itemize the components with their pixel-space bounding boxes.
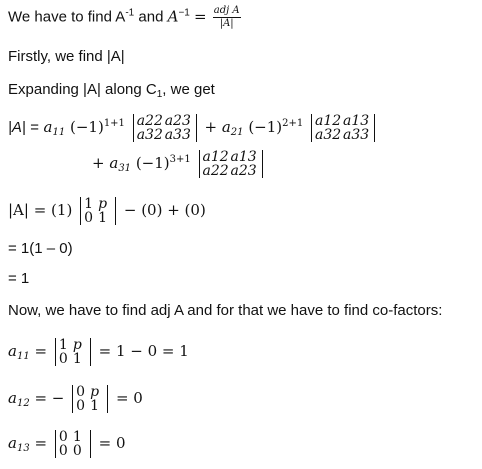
cofactor-sub: 12: [16, 398, 30, 409]
intro-lhs-sup: −1: [178, 7, 190, 19]
det2-cell: a12: [315, 113, 342, 129]
fraction-numerator: adj A: [213, 5, 240, 16]
eval-det-cell: 1: [84, 196, 93, 212]
intro-text: We have to find A: [8, 8, 126, 26]
cofactor-intro: Now, we have to find adj A and for that we have to find co-factors:: [8, 302, 443, 319]
cofactor-sub: 13: [16, 443, 30, 454]
intro-inverse-sup: -1: [125, 7, 135, 19]
det2-cell: a32: [315, 127, 342, 143]
cofactor-determinant: [72, 385, 108, 413]
term1-sub: 11: [52, 127, 66, 138]
cof-det-cell: 0: [58, 443, 68, 459]
intro-line: [8, 6, 243, 29]
fraction-denominator: |A|: [219, 18, 234, 29]
sign1-sup: 1+1: [103, 118, 125, 129]
eval-det-cell: 0: [84, 210, 93, 226]
sign1: (−1): [69, 118, 104, 136]
sign3: (−1): [135, 154, 170, 172]
cofactor-sub: 11: [16, 351, 30, 362]
expansion-line-2: [92, 150, 266, 178]
det1-cell: a22: [136, 113, 163, 129]
cof-det-cell: 0: [58, 429, 68, 445]
cofactor-determinant: [55, 338, 91, 366]
cof-det-cell: 1: [72, 351, 82, 367]
cof-det-cell: p: [72, 337, 82, 353]
det3-cell: a23: [230, 163, 257, 179]
eval-det-cell: p: [98, 196, 108, 212]
cof-det-cell: 0: [76, 398, 86, 414]
det1-cell: a32: [136, 127, 163, 143]
intro-and: and: [138, 8, 164, 26]
cofactor-result: = 0: [98, 434, 126, 452]
cof-det-cell: p: [90, 384, 100, 400]
det1-cell: a33: [164, 127, 191, 143]
cof-det-cell: 0: [58, 351, 68, 367]
evaluation-determinant: [80, 197, 116, 225]
cofactor-a13: [8, 430, 126, 458]
term3-a: a: [109, 154, 119, 172]
cofactor-eq: =: [34, 434, 48, 452]
det2-cell: a33: [343, 127, 370, 143]
term3-sub: 31: [118, 163, 132, 174]
term2-a: a: [221, 118, 231, 136]
determinant-2: [311, 114, 375, 142]
term2-sub: 21: [230, 127, 244, 138]
cofactor-eq: =: [34, 342, 48, 360]
expansion-lhs: |A| =: [8, 119, 39, 136]
det2-cell: a13: [343, 113, 370, 129]
intro-lhs: A: [167, 7, 179, 26]
firstly-line: Firstly, we find |A|: [8, 48, 125, 65]
cofactor-determinant: [55, 430, 91, 458]
cof-det-cell: 0: [76, 384, 86, 400]
cofactor-eq: = −: [34, 389, 65, 407]
sign2: (−1): [248, 118, 283, 136]
step-2: = 1: [8, 270, 30, 287]
cofactor-a: a: [8, 389, 17, 407]
evaluation-rest: − (0) + (0): [123, 201, 206, 219]
cofactor-result: = 0: [115, 389, 143, 407]
cof-det-cell: 1: [90, 398, 100, 414]
cofactor-a: a: [8, 434, 17, 452]
expanding-line: [8, 81, 215, 100]
eval-det-cell: 1: [98, 210, 107, 226]
evaluation-lhs: |A| = (1): [8, 201, 73, 219]
cofactor-a: a: [8, 342, 17, 360]
cof-det-cell: 1: [72, 429, 82, 445]
sign2-sup: 2+1: [282, 118, 304, 129]
cof-det-cell: 0: [72, 443, 82, 459]
cofactor-a12: [8, 385, 143, 413]
cofactor-result: = 1 − 0 = 1: [98, 342, 189, 360]
evaluation-line: [8, 197, 206, 225]
det3-cell: a22: [202, 163, 229, 179]
expanding-sub: 1: [156, 89, 163, 100]
plus1: +: [204, 118, 218, 136]
expanding-pre: Expanding |A| along C: [8, 81, 157, 98]
expanding-post: , we get: [162, 81, 215, 98]
cofactor-a11: [8, 338, 189, 366]
intro-fraction: [213, 6, 241, 29]
plus2: +: [92, 154, 105, 172]
term1-a: a: [43, 118, 53, 136]
sign3-sup: 3+1: [169, 154, 191, 165]
det1-cell: a23: [164, 113, 191, 129]
determinant-1: [133, 114, 197, 142]
intro-eq: =: [194, 7, 207, 26]
step-1: = 1(1 – 0): [8, 240, 73, 257]
determinant-3: [199, 150, 263, 178]
expansion-line-1: [8, 114, 378, 142]
cof-det-cell: 1: [58, 337, 68, 353]
det3-cell: a13: [230, 149, 257, 165]
det3-cell: a12: [202, 149, 229, 165]
